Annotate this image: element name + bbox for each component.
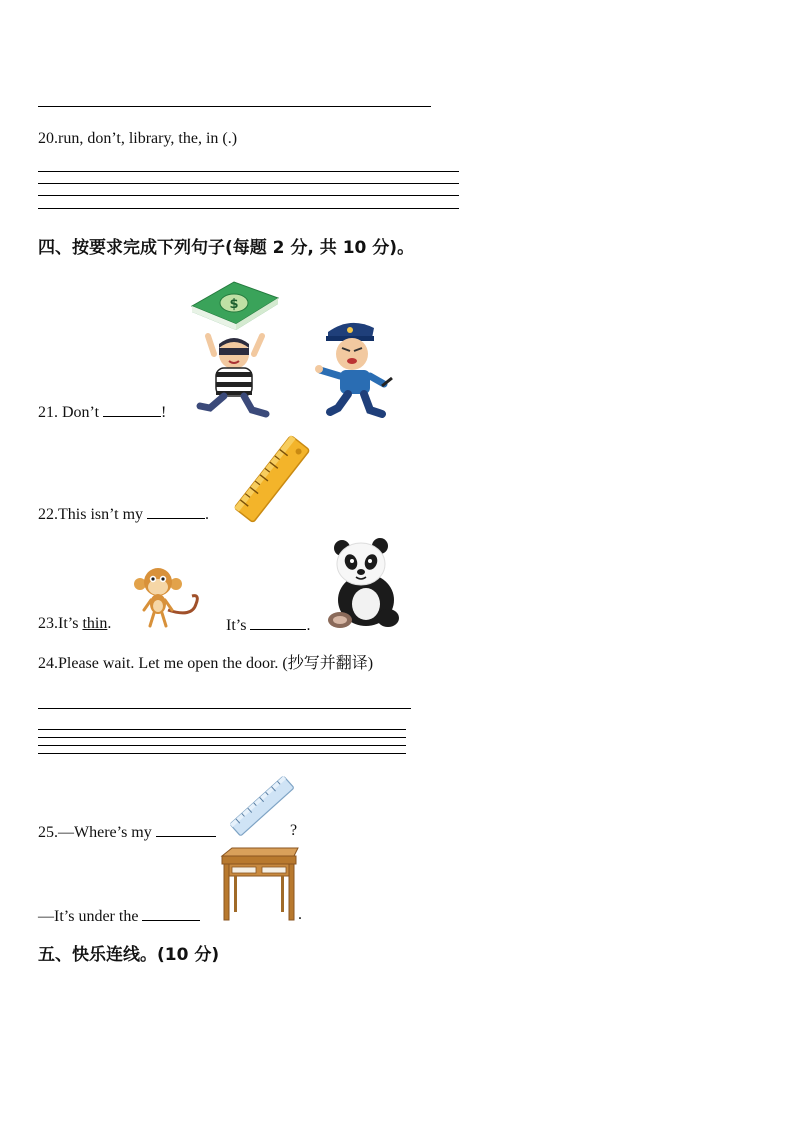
question-suffix: . <box>107 615 112 632</box>
question-mark: ? <box>290 822 298 839</box>
ruler-icon <box>236 438 308 520</box>
thief-icon <box>192 330 274 418</box>
question-prefix: It’s <box>226 617 247 634</box>
answer-line <box>38 729 406 730</box>
question-suffix: . <box>306 617 311 634</box>
question-number: 20. <box>38 130 58 147</box>
panda-icon <box>322 536 404 630</box>
question-suffix: ! <box>161 404 167 421</box>
small-ruler-icon <box>232 776 292 836</box>
question-prefix: 23.It’s <box>38 615 79 632</box>
question-prefix: 22.This isn’t my <box>38 506 144 523</box>
answer-line <box>38 753 406 754</box>
question-prefix: 25.—Where’s my <box>38 824 152 841</box>
question-24: 24.Please wait. Let me open the door. (抄写并翻译) <box>38 655 374 672</box>
answer-blank[interactable] <box>156 822 216 837</box>
underlined-word: thin <box>82 615 108 632</box>
question-prefix: 21. Don’t <box>38 404 100 421</box>
question-suffix: . <box>205 506 210 523</box>
answer-line <box>38 183 459 184</box>
question-23-part-1 <box>38 615 111 633</box>
answer-line <box>38 708 411 709</box>
question-21 <box>38 402 166 422</box>
answer-blank[interactable] <box>103 402 161 417</box>
section-5-title: 五、快乐连线。(10 分) <box>38 945 220 965</box>
answer-line <box>38 737 406 738</box>
answer-blank[interactable] <box>250 615 306 630</box>
section-4-title: 四、按要求完成下列句子(每题 2 分, 共 10 分)。 <box>38 238 415 258</box>
answer-line <box>38 171 459 172</box>
answer-blank[interactable] <box>142 906 200 921</box>
question-25-line-2 <box>38 906 200 926</box>
question-prefix: —It’s under the <box>38 908 139 925</box>
question-text: run, don’t, library, the, in (.) <box>58 130 238 147</box>
question-20 <box>38 130 237 148</box>
monkey-icon <box>130 566 206 630</box>
answer-line <box>38 745 406 746</box>
answer-line <box>38 195 459 196</box>
answer-line <box>38 106 431 107</box>
question-22 <box>38 504 209 524</box>
answer-blank[interactable] <box>147 504 205 519</box>
svg-text:$: $ <box>229 297 239 312</box>
answer-line <box>38 208 459 209</box>
money-icon <box>186 282 281 337</box>
question-23-part-2 <box>226 615 310 635</box>
question-25-line-1 <box>38 822 216 842</box>
question-suffix: . <box>298 906 302 923</box>
desk-icon <box>218 846 300 922</box>
policeman-icon <box>316 318 398 418</box>
